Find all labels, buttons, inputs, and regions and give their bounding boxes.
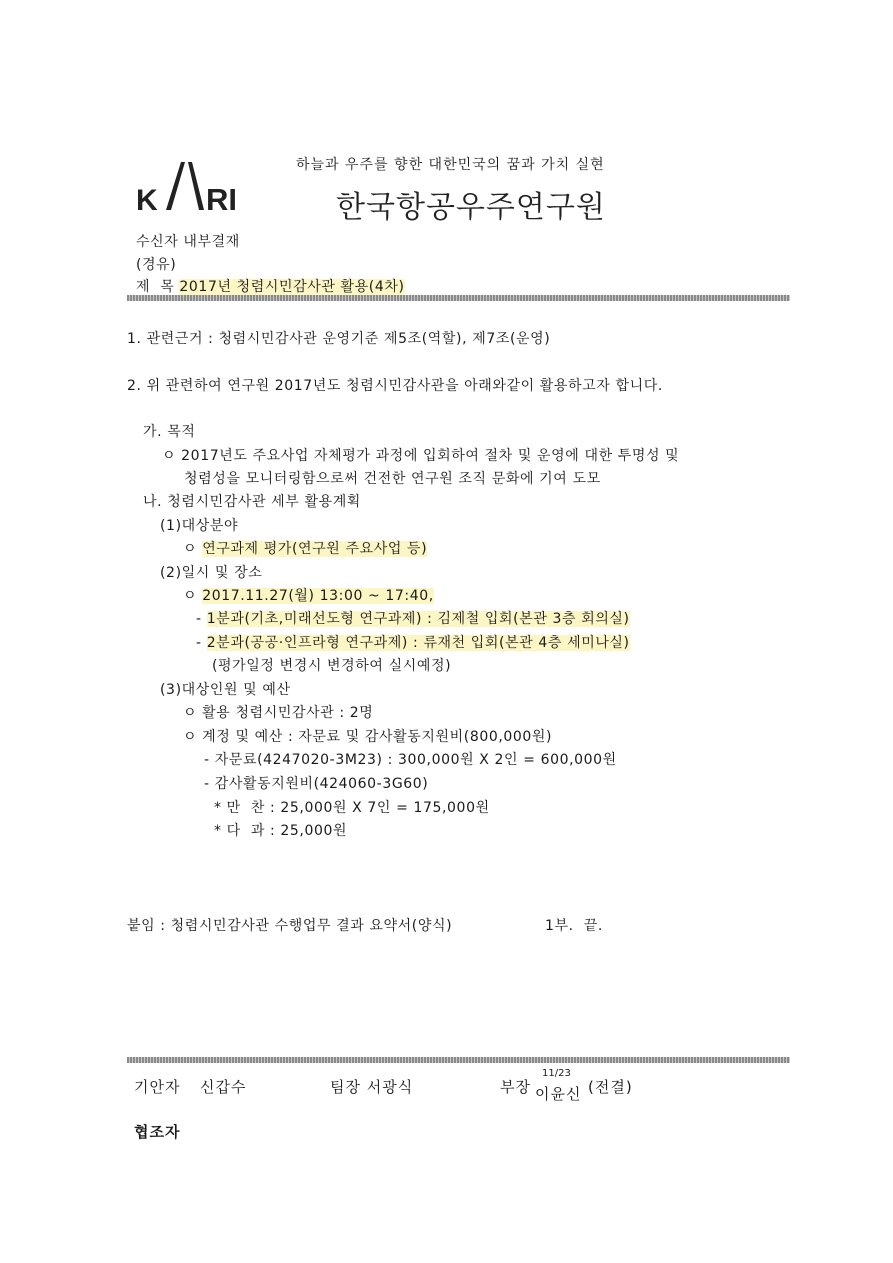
subsection-3-sub2: - 감사활동지원비(424060-3G60) (204, 776, 429, 792)
via: (경유) (136, 257, 177, 273)
team-leader: 팀장 서광식 (330, 1078, 414, 1096)
subsection-3-item2: ㅇ 계정 및 예산 : 자문료 및 감사활동지원비(800,000원) (183, 729, 553, 745)
subsection-1-item (183, 538, 427, 558)
drafter-name: 신갑수 (200, 1078, 247, 1096)
subsection-2-title: (2)일시 및 장소 (160, 565, 263, 581)
dash: - (196, 635, 202, 651)
group2-text: 2분과(공공·인프라형 연구과제) : 류재천 입회(본관 4층 세미나실) (206, 635, 630, 651)
section-ga-line1: ㅇ 2017년도 주요사업 자체평가 과정에 입회하여 절차 및 운영에 대한 투명성 및 (162, 448, 680, 464)
kari-logo-mark (136, 158, 248, 214)
bullet: ㅇ (183, 588, 198, 604)
subject-row (136, 276, 405, 296)
subsection-2-date (183, 585, 434, 605)
group1-text: 1분과(기초,미래선도형 연구과제) : 김제철 입회(본관 3층 회의실) (206, 611, 630, 627)
dept-head-date: 11/23 (542, 1068, 571, 1079)
subject-label: 제 목 (136, 279, 175, 295)
section-na-title: 나. 청렴시민감사관 세부 활용계획 (143, 494, 361, 510)
paragraph-1: 1. 관련근거 : 청렴시민감사관 운영기준 제5조(역할), 제7조(운영) (127, 331, 551, 347)
cooperator-label: 협조자 (134, 1123, 181, 1141)
attachment-count: 1부. 끝. (545, 918, 603, 934)
recipient: 수신자 내부결재 (136, 234, 240, 250)
slogan: 하늘과 우주를 향한 대한민국의 꿈과 가치 실현 (296, 157, 605, 173)
subject-text: 2017년 청렴시민감사관 활용(4차) (179, 279, 405, 295)
subsection-3-star1: * 만 찬 : 25,000원 X 7인 = 175,000원 (214, 800, 490, 816)
dept-head-name: 이윤신 (535, 1085, 582, 1103)
header-divider (127, 295, 790, 301)
target-field: 연구과제 평가(연구원 주요사업 등) (202, 541, 428, 557)
subsection-2-group1 (196, 608, 630, 628)
subsection-3-title: (3)대상인원 및 예산 (160, 682, 291, 698)
dept-head-label: 부장 (500, 1078, 531, 1096)
svg-text:RI: RI (206, 182, 237, 214)
paragraph-2: 2. 위 관련하여 연구원 2017년도 청렴시민감사관을 아래와같이 활용하고자 합니다. (127, 378, 663, 394)
subsection-3-star2: * 다 과 : 25,000원 (214, 823, 348, 839)
dash: - (196, 611, 202, 627)
subsection-3-item1: ㅇ 활용 청렴시민감사관 : 2명 (183, 705, 374, 721)
subsection-2-group2 (196, 632, 630, 652)
schedule-date: 2017.11.27(월) 13:00 ~ 17:40, (202, 588, 434, 604)
bullet: ㅇ (183, 541, 198, 557)
drafter-label: 기안자 (134, 1078, 181, 1096)
section-ga-title: 가. 목적 (143, 424, 196, 440)
kari-logo (136, 158, 248, 214)
footer-divider (127, 1057, 790, 1063)
attachment-line: 붙임 : 청렴시민감사관 수행업무 결과 요약서(양식) (127, 918, 453, 934)
subsection-2-note: (평가일정 변경시 변경하여 실시예정) (212, 658, 452, 674)
svg-text:K: K (136, 184, 157, 214)
dept-head-note: (전결) (588, 1078, 633, 1096)
subsection-3-sub1: - 자문료(4247020-3M23) : 300,000원 X 2인 = 600,000원 (204, 752, 617, 768)
org-name: 한국항공우주연구원 (336, 190, 606, 225)
subsection-1-title: (1)대상분야 (160, 518, 239, 534)
section-ga-line2: 청렴성을 모니터링함으로써 건전한 연구원 조직 문화에 기여 도모 (184, 471, 601, 487)
